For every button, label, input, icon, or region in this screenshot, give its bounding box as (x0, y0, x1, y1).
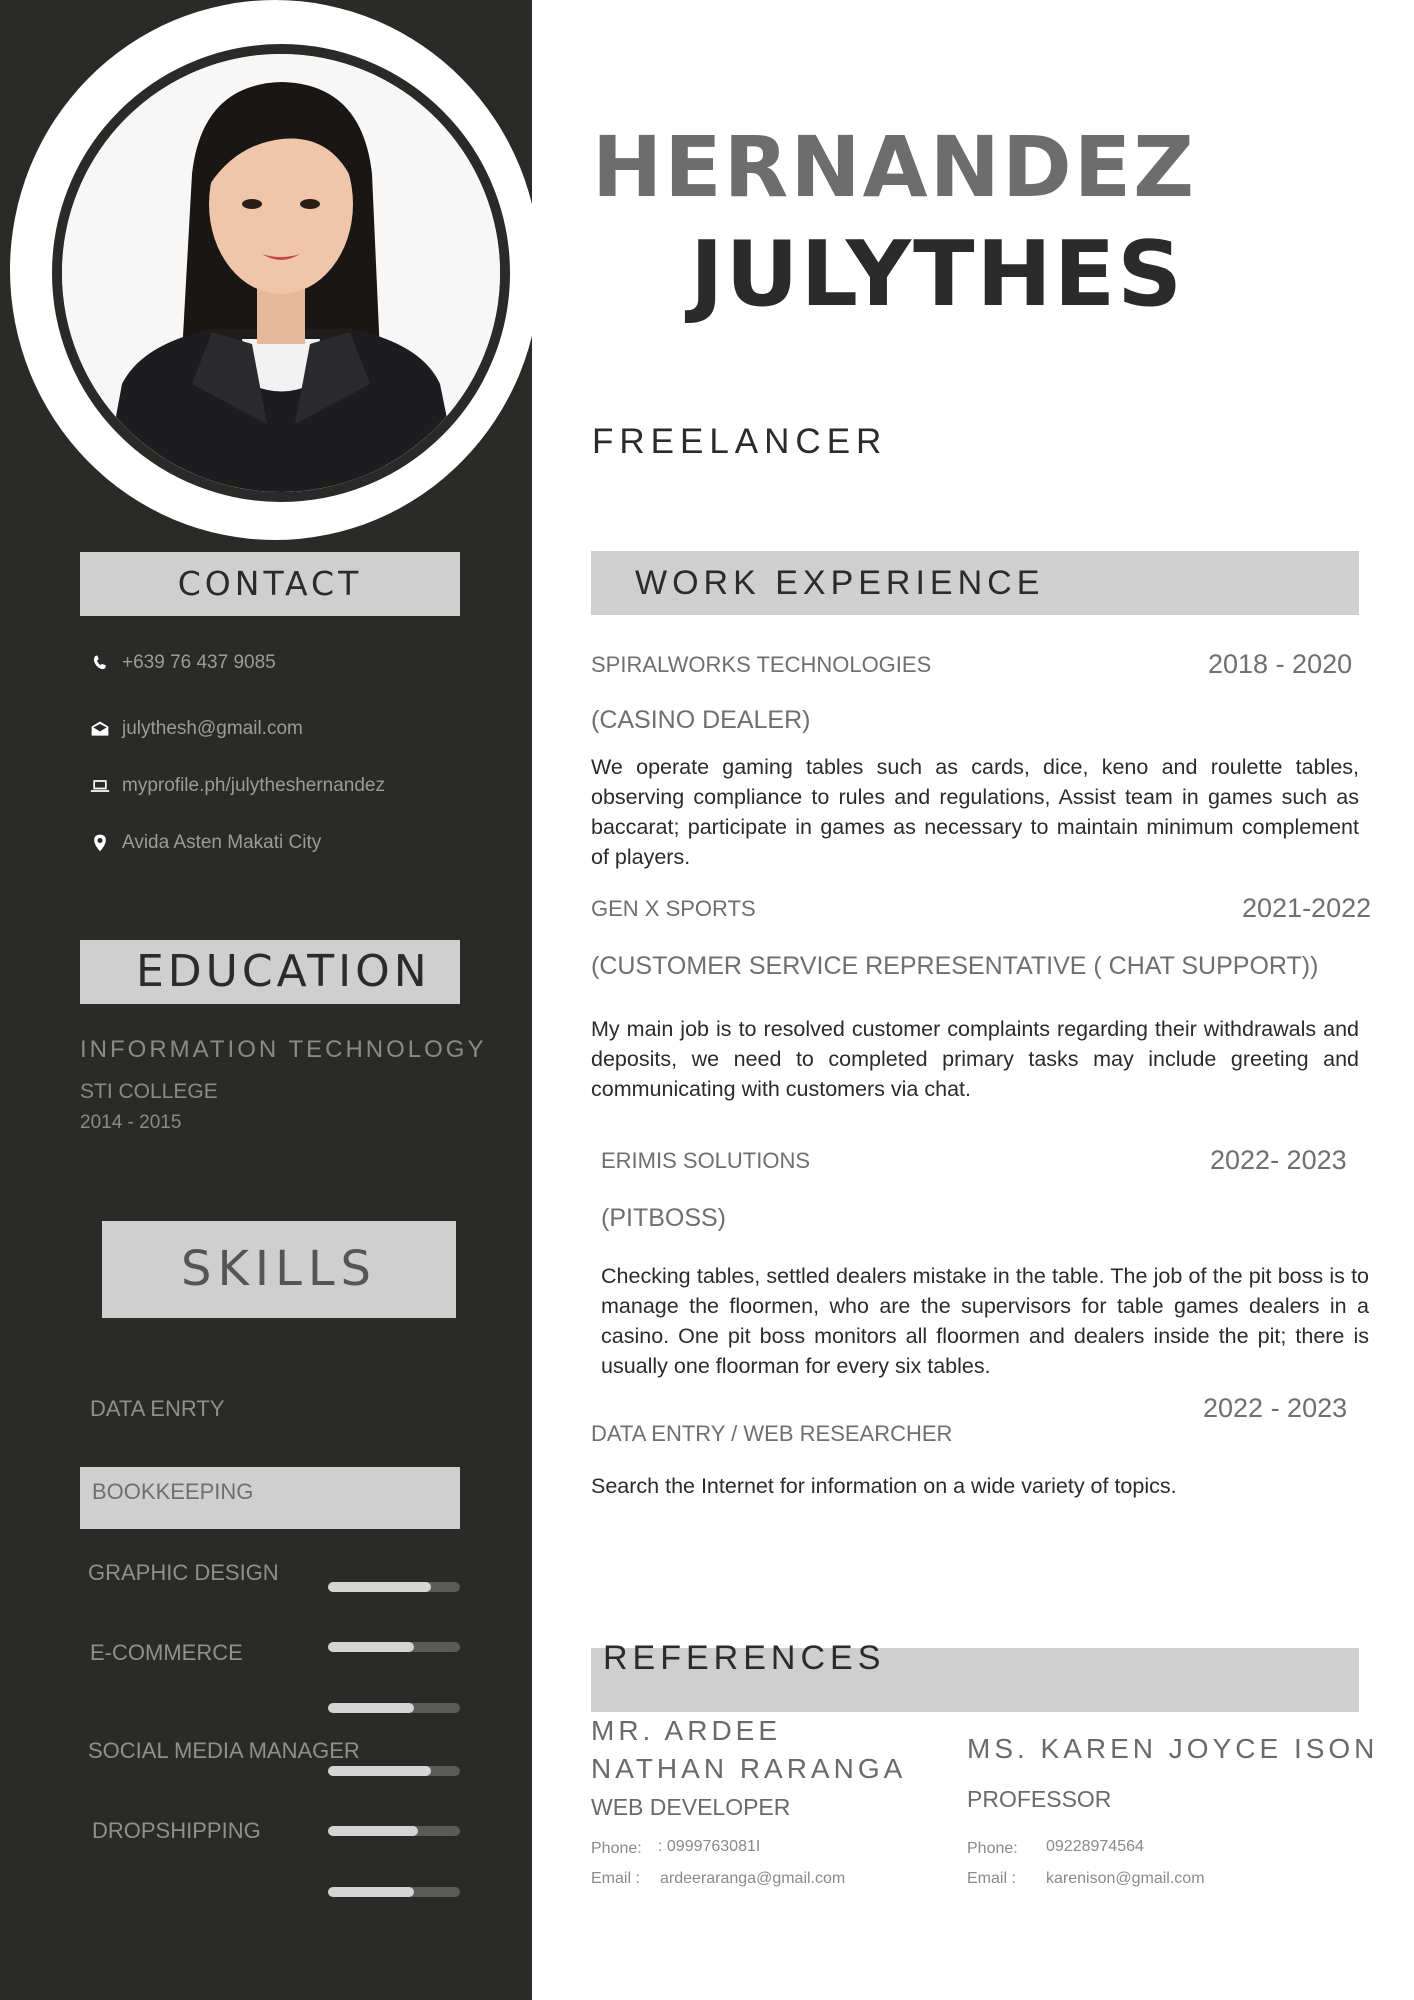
email-icon (90, 719, 110, 739)
job-years: 2018 - 2020 (1208, 649, 1353, 679)
reference-phone-label: Phone: (967, 1840, 1018, 1857)
references-heading-text: REFERENCES (603, 1639, 886, 1677)
contact-website (90, 775, 385, 797)
work-experience-heading: WORK EXPERIENCE (591, 551, 1359, 615)
skill-social-media-manager: SOCIAL MEDIA MANAGER (88, 1738, 360, 1763)
reference-role: PROFESSOR (967, 1786, 1112, 1812)
education-heading: EDUCATION (80, 940, 460, 1004)
skill-bar-fill (328, 1582, 431, 1592)
education-years: 2014 - 2015 (80, 1112, 182, 1133)
reference-phone: 09228974564 (1046, 1838, 1144, 1855)
skill-bookkeeping: BOOKKEEPING (92, 1479, 254, 1504)
skill-e-commerce: E-COMMERCE (90, 1640, 243, 1665)
profile-photo (52, 44, 510, 502)
job-company: SPIRALWORKS TECHNOLOGIES (591, 652, 932, 677)
contact-location-text: Avida Asten Makati City (122, 832, 322, 853)
reference-email[interactable]: karenison@gmail.com (1046, 1870, 1205, 1887)
skill-graphic-design: GRAPHIC DESIGN (88, 1560, 279, 1585)
skill-bar-fill (328, 1703, 414, 1713)
job-years: 2022- 2023 (1210, 1145, 1347, 1175)
job-description: Search the Internet for information on a wide variety of topics. (591, 1474, 1177, 1498)
job-description: Checking tables, settled dealers mistake in the table. The job of the pit boss is to manage the floormen, who are the supervisors for table games dealers in a casino. One pit boss monitors all floormen and dealers inside the pit; there is usually one floorman for every six tables. (601, 1264, 1369, 1378)
job-company: DATA ENTRY / WEB RESEARCHER (591, 1421, 953, 1446)
skill-bar (328, 1703, 460, 1713)
reference-name-line: NATHAN RARANGA (591, 1753, 907, 1784)
job-company: GEN X SPORTS (591, 896, 756, 921)
job-description: We operate gaming tables such as cards, dice, keno and roulette tables, observing compliance to rules and regulations, Assist team in games such as baccarat; participate in games as necessary to maintain minimum complement of players. (591, 755, 1359, 869)
skill-bar (328, 1887, 460, 1897)
job-role: (PITBOSS) (601, 1204, 727, 1232)
job-years: 2022 - 2023 (1203, 1393, 1348, 1423)
phone-icon (90, 653, 110, 673)
skill-bar-fill (328, 1826, 418, 1836)
contact-location (90, 832, 321, 854)
contact-phone-text: +639 76 437 9085 (122, 652, 276, 673)
education-course: INFORMATION TECHNOLOGY (80, 1036, 487, 1063)
reference-phone-label: Phone: (591, 1840, 642, 1857)
job-role: (CASINO DEALER) (591, 706, 811, 734)
skill-dropshipping: DROPSHIPPING (92, 1818, 261, 1843)
reference-email-label: Email : (591, 1870, 640, 1887)
skill-bar-fill (328, 1887, 414, 1897)
contact-email (90, 718, 303, 740)
skill-bar-fill (328, 1766, 431, 1776)
job-role: (CUSTOMER SERVICE REPRESENTATIVE ( CHAT SUPPORT)) (591, 952, 1319, 980)
skill-data-entry: DATA ENRTY (90, 1396, 225, 1421)
reference-name (591, 1712, 906, 1788)
contact-heading: CONTACT (80, 552, 460, 616)
skill-bar-fill (328, 1642, 414, 1652)
job-title: FREELANCER (592, 422, 888, 461)
reference-name-line: MR. ARDEE (591, 1715, 782, 1746)
portrait-illustration (62, 54, 500, 492)
skill-bar (328, 1766, 460, 1776)
location-pin-icon (90, 833, 110, 853)
education-school: STI COLLEGE (80, 1080, 218, 1103)
skill-bar (328, 1826, 460, 1836)
last-name: HERNANDEZ (592, 118, 1196, 216)
reference-role: WEB DEVELOPER (591, 1794, 791, 1820)
first-name: JULYTHES (690, 222, 1185, 327)
contact-email-text[interactable]: julythesh@gmail.com (122, 718, 303, 739)
job-description: My main job is to resolved customer complaints regarding their withdrawals and deposits, we need to completed primary tasks may include greeting and communicating with customers via chat. (591, 1017, 1359, 1101)
skill-bookkeeping-highlight (80, 1467, 460, 1529)
job-years: 2021-2022 (1242, 893, 1372, 923)
skills-heading: SKILLS (102, 1221, 456, 1318)
skill-bar (328, 1642, 460, 1652)
laptop-icon (90, 776, 110, 796)
job-company: ERIMIS SOLUTIONS (601, 1148, 811, 1173)
references-heading (591, 1639, 1359, 1712)
reference-email-label: Email : (967, 1870, 1016, 1887)
reference-email[interactable]: ardeeraranga@gmail.com (660, 1870, 846, 1887)
reference-name: MS. KAREN JOYCE ISON (967, 1733, 1379, 1764)
reference-phone: : 0999763081I (658, 1838, 761, 1855)
skill-bar (328, 1582, 460, 1592)
contact-phone (90, 652, 276, 674)
contact-website-text[interactable]: myprofile.ph/julytheshernandez (122, 775, 385, 796)
